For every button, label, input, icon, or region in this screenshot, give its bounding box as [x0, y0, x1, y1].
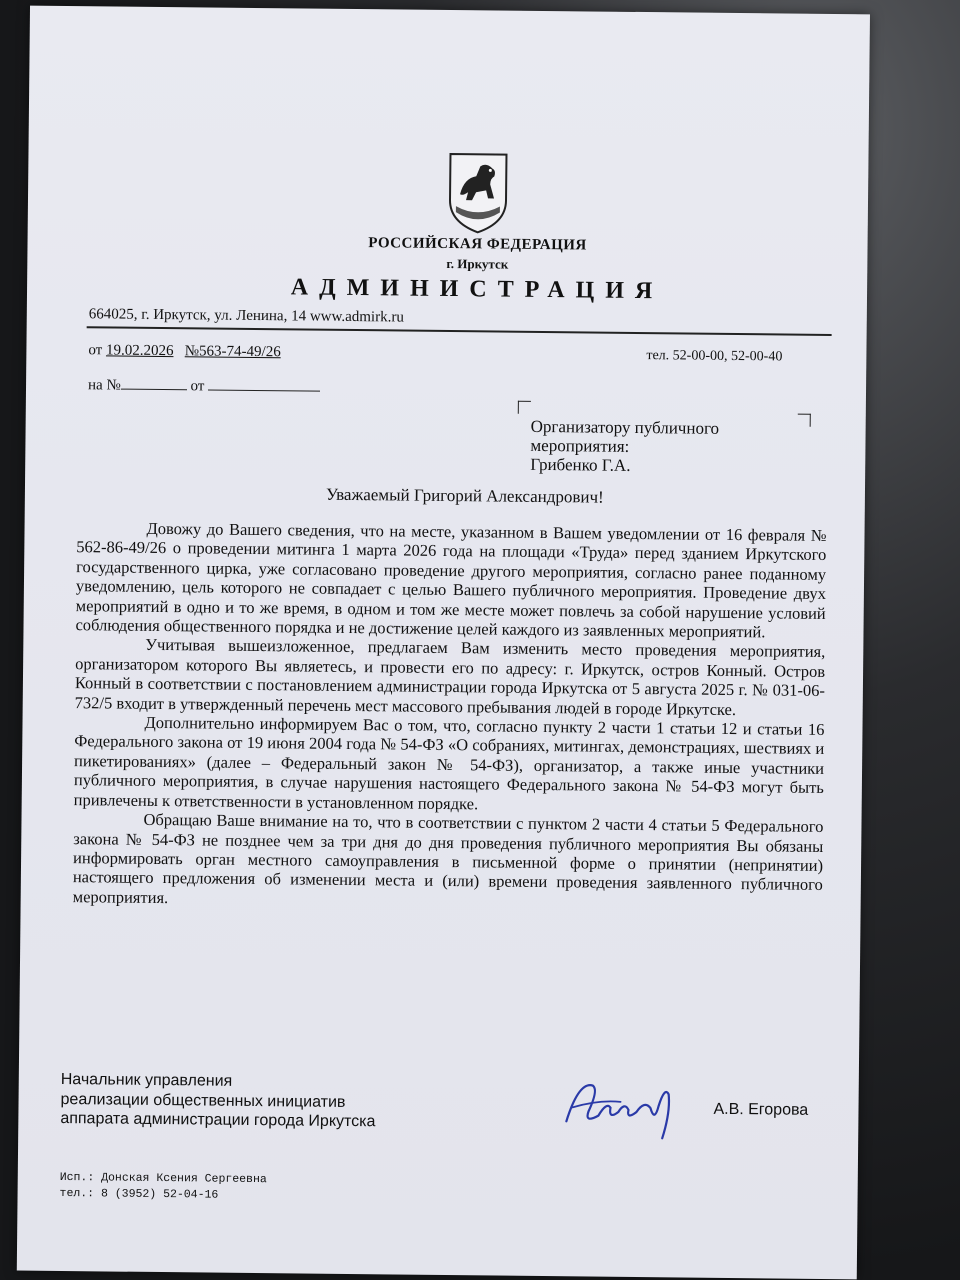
irkutsk-coat-of-arms-icon: [446, 148, 511, 235]
body-paragraph: Обращаю Ваше внимание на то, что в соответствии с пунктом 2 части 4 статьи 5 Федерального закона № 54-ФЗ не позднее чем за три дня до дня проведения публичного мероприятия Вы обязаны информировать орган местного самоуправления в письменной форме о принятии (непринятии) настоящего предложения об изменении места и (или) времени проведения заявленного публичного мероприятия.: [72, 809, 824, 907]
reply-number-blank: [121, 377, 187, 391]
recipient-block: [530, 417, 719, 476]
salutation: Уважаемый Григорий Александрович!: [325, 484, 604, 507]
executor-phone: тел.: 8 (3952) 52-04-16: [59, 1186, 219, 1202]
recipient-line: мероприятия:: [530, 435, 630, 456]
handwritten-signature-icon: [558, 1071, 689, 1142]
document-number: №563-74-49/26: [184, 343, 281, 361]
reply-reference: [88, 376, 320, 396]
signatory-title: [60, 1070, 376, 1132]
body-paragraph: Довожу до Вашего сведения, что на месте, указанном в Вашем уведомлении от 16 февраля № 562-86-49/26 о проведении митинга 1 марта 2026 года на площади «Труда» перед зданием Иркутского государственного цирка, уже согласовано проведение другого мероприятия, согласно ранее поданному уведомлению, цель которого не совпадает с целью Вашего публичного мероприятия. Проведение двух мероприятий в одно и то же время, в одном и том же месте может повлечь за собой нарушение условий соблюдения общественного порядка и не достижение целей каждого из заявленных мероприятий.: [75, 518, 827, 642]
signatory-title-line: аппарата администрации города Иркутска: [60, 1109, 376, 1131]
reply-date-blank: [208, 377, 320, 391]
letter-body: [73, 518, 827, 914]
reply-number-prefix: на №: [87, 377, 121, 394]
signatory-title-line: Начальник управления: [60, 1070, 233, 1090]
body-paragraph: Дополнительно информируем Вас о том, что, согласно пункту 2 части 1 статьи 12 и статьи 16 Федерального закона от 19 июня 2004 года № 54-ФЗ «О собраниях, митингах, демонстрациях, шествиях и пикетированиях» (далее – Федеральный закон № 54-ФЗ), организатор, а также иные участники публичного мероприятия, в случае нарушения настоящего Федерального закона № 54-ФЗ могут быть привлечены к ответственности в установленном порядке.: [73, 712, 825, 814]
address-corner-right: [798, 414, 811, 427]
executor-name: Исп.: Донская Ксения Сергеевна: [59, 1170, 267, 1187]
address-line: 664025, г. Иркутск, ул. Ленина, 14 www.admirk.ru: [88, 306, 404, 326]
from-prefix: от: [88, 342, 103, 359]
letter-sheet: [17, 6, 870, 1280]
body-paragraph: Учитывая вышеизложенное, предлагаем Вам изменить место проведения мероприятия, организатором которого Вы являетесь, и провести его по адресу: г. Иркутск, остров Конный. Остров Конный в соответствии с постановлением администрации города Иркутска от 5 августа 2025 г. № 031-06-732/5 входит в утвержденный перечень мест массового пребывания людей в городе Иркутске.: [74, 635, 826, 719]
administration-heading: АДМИНИСТРАЦИЯ: [290, 274, 664, 305]
address-corner-left: [518, 401, 531, 414]
header-divider: [87, 326, 832, 336]
country-heading: РОССИЙСКАЯ ФЕДЕРАЦИЯ: [368, 235, 587, 254]
recipient-name: Грибенко Г.А.: [530, 454, 631, 475]
signatory-name: А.В. Егорова: [713, 1100, 809, 1119]
reply-from-prefix: от: [190, 378, 205, 395]
document-date: 19.02.2026: [105, 342, 174, 360]
signatory-title-line: реализации общественных инициатив: [60, 1090, 346, 1111]
document-date-number: [88, 342, 281, 361]
city-heading: г. Иркутск: [446, 255, 509, 272]
recipient-line: Организатору публичного: [530, 416, 720, 438]
executor-info: [59, 1170, 266, 1204]
phone-line: тел. 52-00-00, 52-00-40: [646, 348, 783, 365]
